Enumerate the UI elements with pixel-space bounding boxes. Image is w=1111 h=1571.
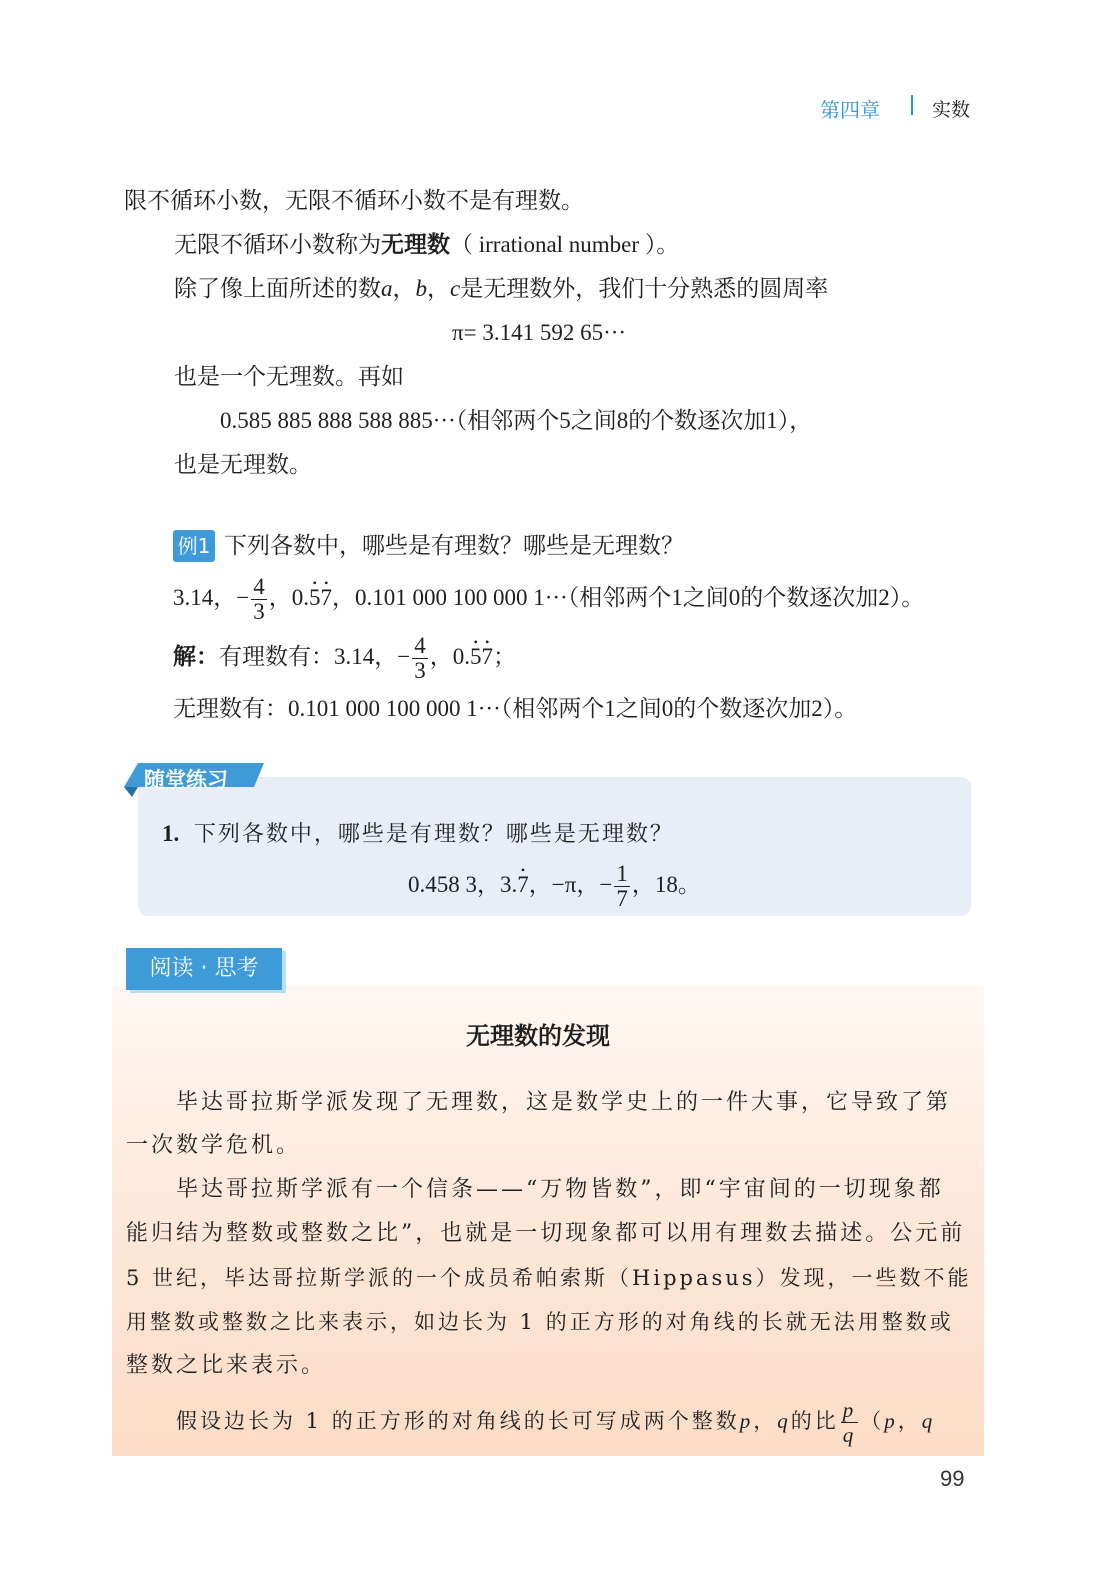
- chapter-title: 第四章: [820, 98, 880, 122]
- text-segment: ，0.: [268, 584, 309, 610]
- pi-formula: π= 3.141 592 65···: [452, 320, 627, 345]
- fraction-denominator: q: [842, 1423, 857, 1447]
- reading-p1-line1: 毕达哥拉斯学派发现了无理数，这是数学史上的一件大事，它导致了第: [176, 1090, 952, 1115]
- body-line-5: 也是一个无理数。再如: [174, 364, 404, 390]
- question-number: 1.: [162, 821, 180, 846]
- variable-p: p: [884, 1409, 898, 1433]
- variable-q: q: [777, 1409, 791, 1433]
- text-segment: 的比: [790, 1409, 839, 1433]
- practice-tab-label: 随堂练习: [144, 768, 228, 792]
- fraction: [412, 634, 428, 683]
- variable-q: q: [921, 1409, 936, 1433]
- fraction: [251, 575, 267, 624]
- reading-p2-line1: 毕达哥拉斯学派有一个信条——“万物皆数”，即“宇宙间的一切现象都: [176, 1177, 944, 1202]
- text-segment: 除了像上面所述的数: [174, 276, 381, 302]
- variable-a: a: [381, 276, 393, 301]
- body-line-7: 也是无理数。: [174, 452, 312, 478]
- fraction-numerator: 4: [414, 633, 426, 658]
- fraction-numerator: p: [842, 1398, 857, 1422]
- header-divider: [911, 95, 913, 115]
- body-line-6: 0.585 885 888 588 885···（相邻两个5之间8的个数逐次加1），: [220, 408, 813, 433]
- example-question: 下列各数中，哪些是有理数？哪些是无理数？: [224, 533, 684, 559]
- text-segment: ，: [753, 1409, 778, 1433]
- variable-c: c: [450, 276, 461, 301]
- text-segment: 是无理数外，我们十分熟悉的圆周率: [460, 276, 829, 302]
- reading-p3-line1: [176, 1398, 935, 1447]
- reading-p2-line2: 能归结为整数或整数之比”，也就是一切现象都可以用有理数去描述。公元前: [126, 1221, 966, 1246]
- page-number: 99: [940, 1466, 965, 1491]
- repeating-digit: • 7: [481, 642, 493, 672]
- repeating-digit: • 7: [320, 583, 332, 613]
- text-segment: 下列各数中，哪些是有理数？哪些是无理数？: [193, 822, 674, 847]
- irrational-answer: 无理数有：0.101 000 100 000 1···（相邻两个1之间0的个数逐次加2）。: [173, 696, 858, 721]
- body-line-3: 除了像上面所述的数a，b，c是无理数外，我们十分熟悉的圆周率: [174, 276, 829, 302]
- text-segment: 0.458 3，3.: [408, 871, 518, 897]
- text-segment: （ irrational number ）。: [450, 232, 680, 257]
- variable-p: p: [739, 1409, 754, 1433]
- text-segment: ，18。: [631, 871, 701, 897]
- reading-tag: 阅读 · 思考: [126, 948, 282, 990]
- repeating-digit: • 5: [470, 642, 482, 672]
- practice-question: [162, 819, 674, 850]
- fraction: [614, 862, 630, 911]
- text-segment: ，: [897, 1409, 922, 1433]
- body-line-1: 限不循环小数，无限不循环小数不是有理数。: [124, 188, 584, 214]
- repeating-digit: • 5: [309, 583, 321, 613]
- section-title: 实数: [932, 99, 971, 121]
- term-irrational: 无理数: [381, 231, 450, 258]
- example-items: [173, 575, 924, 624]
- text-segment: （: [860, 1409, 885, 1433]
- example-solution: [173, 634, 516, 683]
- fraction-numerator: 4: [253, 574, 265, 599]
- body-line-2: [174, 230, 679, 260]
- fraction-denominator: 3: [253, 599, 265, 624]
- example-badge: 例1: [173, 530, 215, 562]
- variable-b: b: [415, 276, 427, 301]
- solution-label: 解：: [173, 643, 219, 670]
- text-segment: 无限不循环小数称为: [174, 232, 381, 258]
- text-segment: 有理数有：3.14，−: [219, 643, 411, 669]
- reading-p2-line3: 5 世纪，毕达哥拉斯学派的一个成员希帕索斯（Hippasus）发现，一些数不能: [126, 1266, 972, 1290]
- fraction-denominator: 7: [616, 886, 628, 911]
- text-segment: ；: [492, 643, 516, 669]
- reading-p2-line5: 整数之比来表示。: [126, 1353, 327, 1378]
- reading-p2-line4: 用整数或整数之比来表示，如边长为 1 的正方形的对角线的长就无法用整数或: [126, 1310, 954, 1334]
- text-segment: ，0.101 000 100 000 1···（相邻两个1之间0的个数逐次加2）。: [331, 584, 925, 610]
- practice-items: [408, 862, 701, 911]
- text-segment: 3.14，−: [173, 584, 250, 610]
- fraction-numerator: 1: [616, 861, 628, 886]
- reading-title: 无理数的发现: [466, 1021, 610, 1050]
- reading-p1-line2: 一次数学危机。: [126, 1133, 302, 1158]
- fraction: [841, 1398, 859, 1447]
- text-segment: 假设边长为 1 的正方形的对角线的长可写成两个整数: [176, 1409, 740, 1433]
- text-segment: ，−π，−: [528, 871, 613, 897]
- text-segment: ，0.: [429, 643, 470, 669]
- repeating-digit: • 7: [517, 870, 529, 900]
- fraction-denominator: 3: [414, 658, 426, 683]
